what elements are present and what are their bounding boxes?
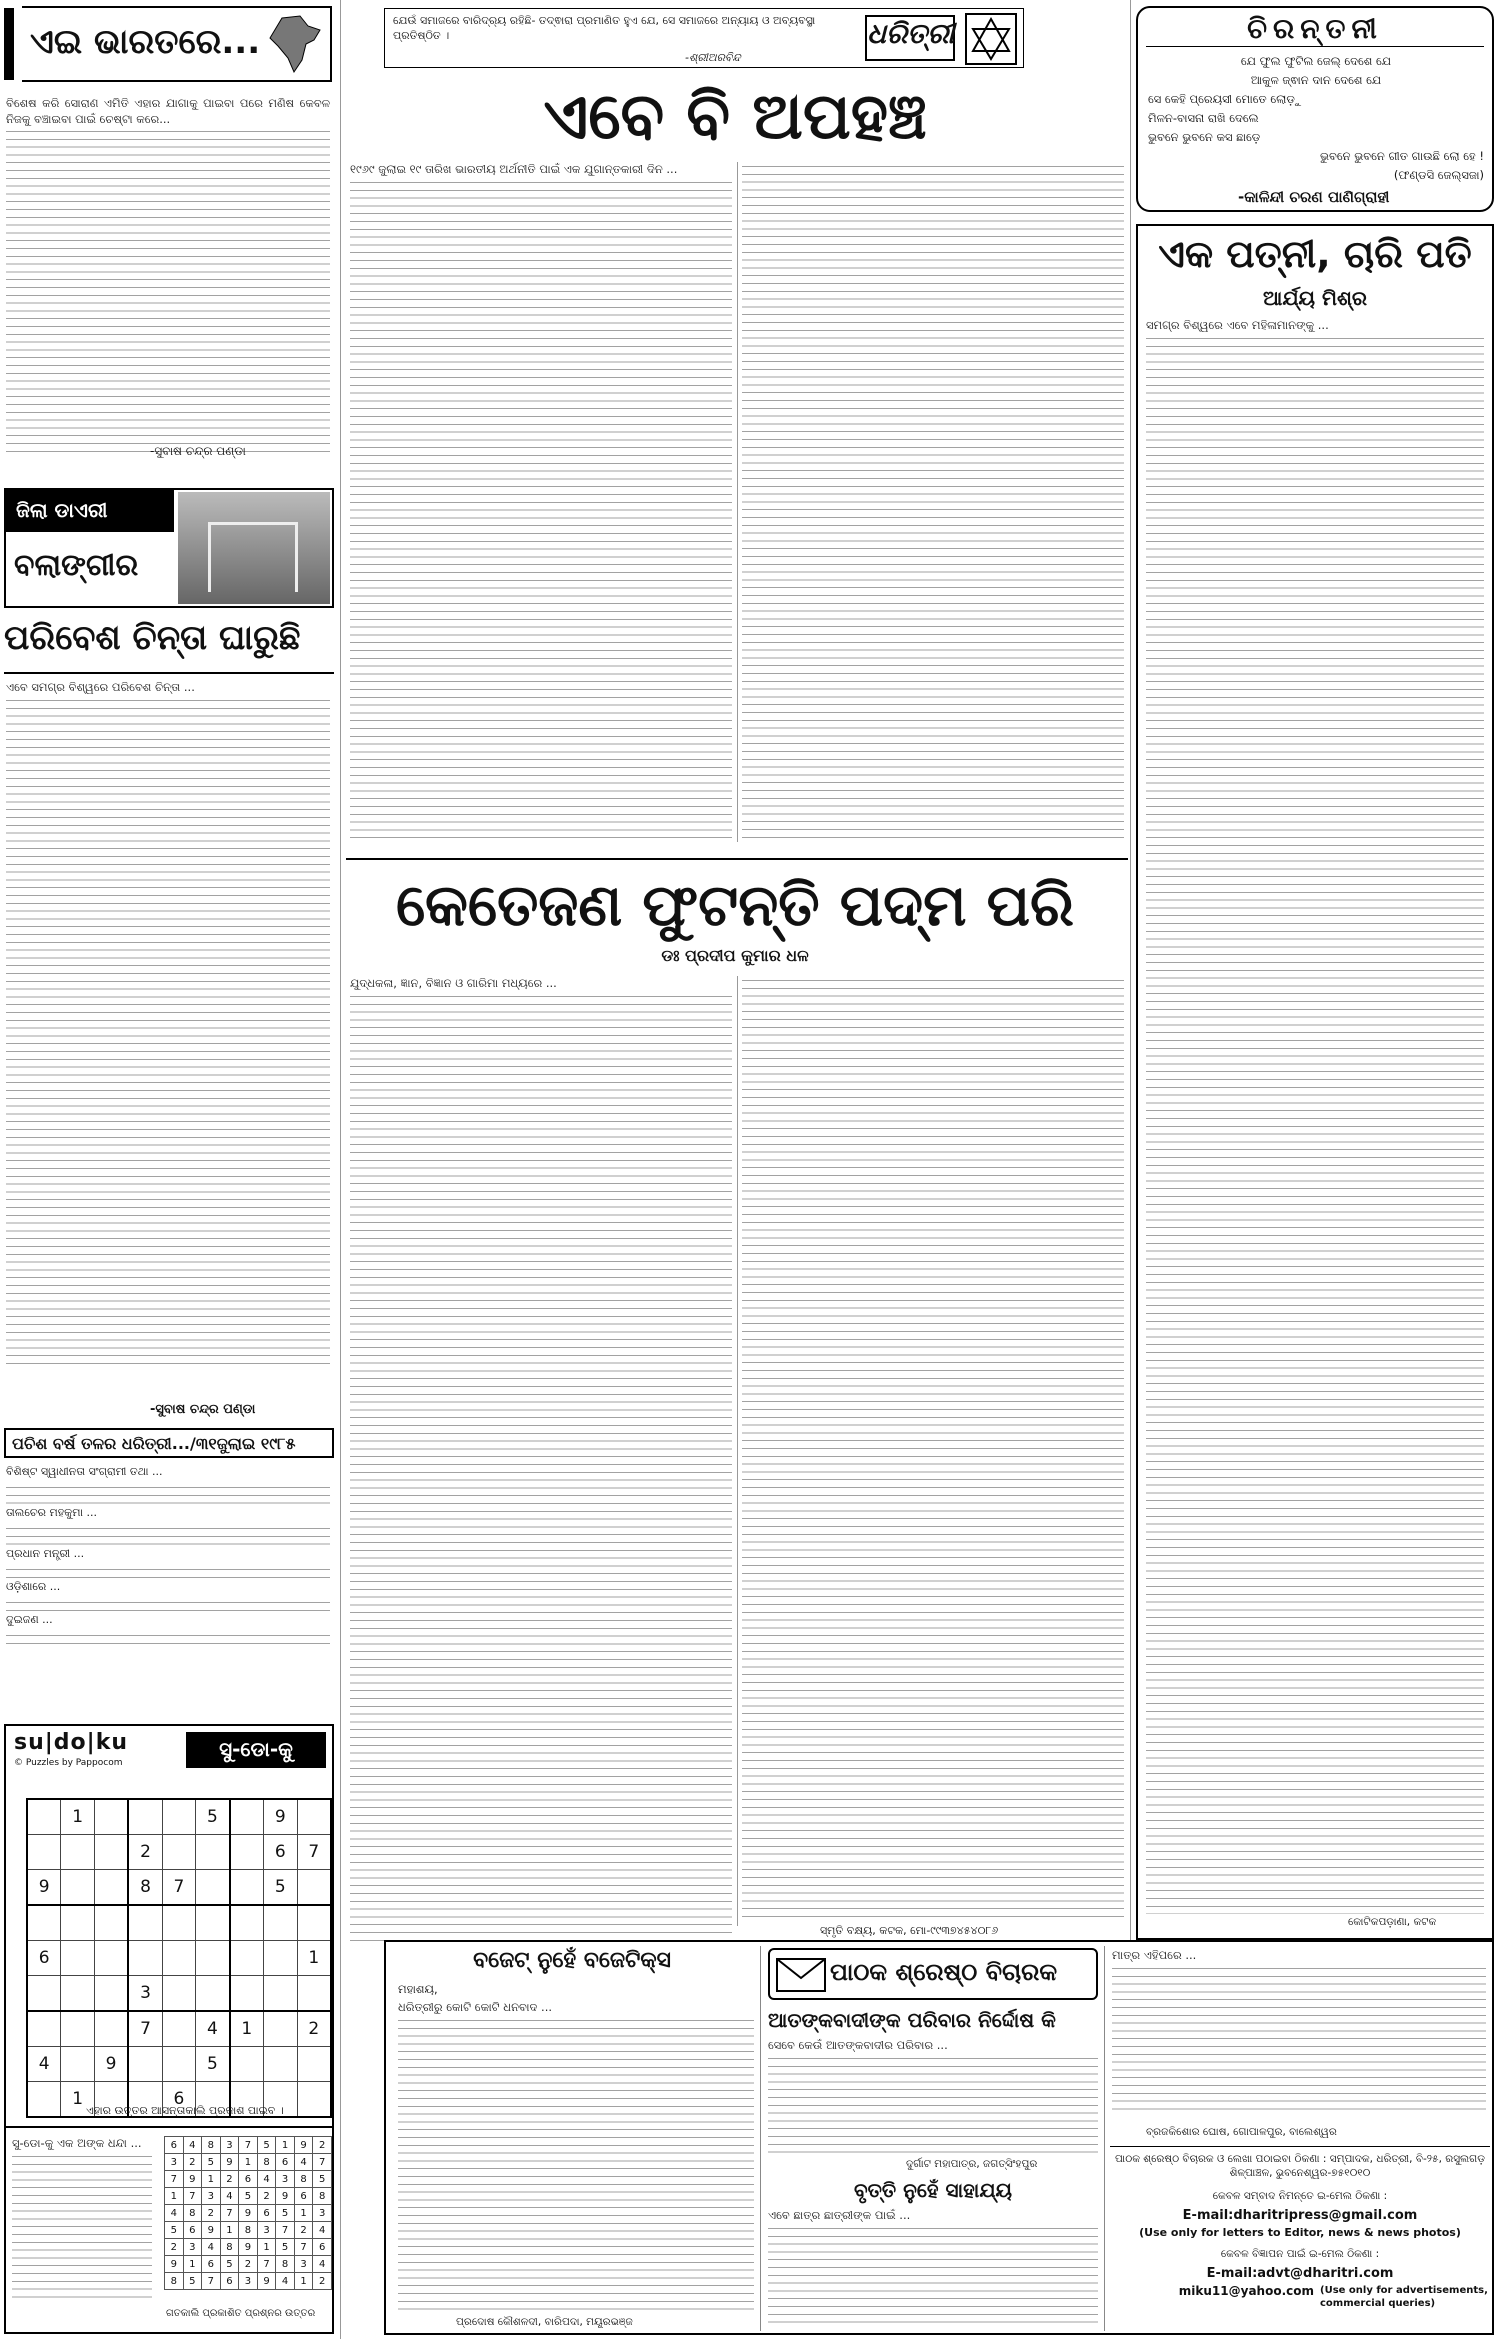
grid-cell[interactable] [196,1870,230,1906]
grid-cell[interactable] [61,1941,94,1976]
grid-cell: 1 [220,2222,239,2239]
grid-cell[interactable] [162,1799,195,1835]
lead-text-lines [6,127,330,457]
grid-cell: 4 [202,2239,221,2256]
grid-cell[interactable] [61,2047,94,2082]
grid-cell: 7 [276,2222,295,2239]
grid-cell[interactable] [162,1976,195,2012]
grid-cell: 1 [202,2171,221,2188]
grid-row [165,2222,332,2239]
essay-headline: ଏକ ପତ୍ନୀ, ଚାରି ପତି [1158,232,1472,276]
grid-cell: 9 [183,2171,202,2188]
editorial-lines [742,162,1124,838]
letters-mid-text2: ଏବେ ଛାତ୍ର ଛାତ୍ରୀଙ୍କ ପାଇଁ ... [768,2208,911,2222]
email-editorial-note: (Use only for letters to Editor, news & news photos) [1139,2226,1461,2239]
grid-cell: 5 [196,2047,230,2082]
poem [1148,52,1484,185]
grid-cell[interactable] [196,1976,230,2012]
grid-row [165,2137,332,2154]
grid-cell: 3 [313,2205,332,2222]
header-bar [4,8,14,80]
grid-cell[interactable] [230,1941,264,1976]
grid-cell: 7 [183,2188,202,2205]
grid-cell: 8 [239,2222,258,2239]
grid-row [165,2171,332,2188]
grid-cell: 1 [294,2205,313,2222]
grid-cell[interactable] [94,1976,128,2012]
history-lines [6,1483,330,1505]
poem-line: ଯେ ଫୁଲ ଫୁଟିଲ ଜେଲ୍ ଦେଶେ ଯେ [1240,54,1392,68]
grid-cell: 6 [264,1835,297,1870]
letters-divider [1104,1946,1105,2331]
history-item: ଦୁଇଜଣ ... [6,1613,53,1626]
history-lines [6,1565,330,1579]
grid-row [27,1976,331,2012]
grid-cell: 1 [297,1941,331,1976]
grid-cell: 4 [294,2154,313,2171]
grid-cell: 5 [239,2188,258,2205]
grid-cell: 5 [196,1799,230,1835]
email-ads-note: (Use only for advertisements, commercial queries) [1320,2285,1488,2309]
grid-cell[interactable] [94,1799,128,1835]
sudoku-grid [26,1798,332,2118]
editorial-col-2 [742,162,1124,838]
grid-cell: 8 [220,2239,239,2256]
grid-cell: 9 [239,2239,258,2256]
sudoku-answer-note: ଏହାର ଉତ୍ତର ଆସନ୍ତାକାଲି ପ୍ରକାଶ ପାଇବ । [86,2104,284,2117]
grid-row [27,1941,331,1976]
grid-cell: 9 [276,2188,295,2205]
grid-cell[interactable] [196,1835,230,1870]
letters-mid-text: ସେବେ କେଉଁ ଆତଙ୍କବାଦୀର ପରିବାର ... [768,2038,948,2052]
letters-mid-signature: ଦୁର୍ଗାଟ ମହାପାତ୍ର, ଜଗତ୍‌ସିଂହପୁର [906,2158,1038,2170]
grid-cell: 5 [257,2137,276,2154]
poet: -କାଳିନ୍ଦୀ ଚରଣ ପାଣିଗ୍ରାହୀ [1238,188,1390,206]
letters-mid-lines2 [768,2224,1098,2324]
history-lines [6,1631,330,1645]
letters-right-text: ମାତ୍ର ଏହିପରେ ... [1112,1948,1197,1962]
grid-row [165,2273,332,2290]
grid-cell[interactable] [128,1941,162,1976]
history-item: ତାଲଚେର ମହକୁମା ... [6,1506,97,1519]
grid-cell[interactable] [61,1976,94,2012]
email-ads[interactable]: E-mail:advt@dharitri.com [1206,2266,1394,2281]
grid-cell[interactable] [196,1941,230,1976]
grid-cell: 8 [313,2188,332,2205]
grid-cell: 4 [257,2171,276,2188]
grid-cell: 8 [183,2205,202,2222]
grid-cell: 2 [183,2154,202,2171]
env-text-block [6,680,330,1366]
grid-cell: 2 [297,2011,331,2047]
article-top-rule [346,858,1128,860]
right-divider [1130,0,1131,1940]
grid-cell: 1 [230,2011,264,2047]
essay-text: ସମଗ୍ର ବିଶ୍ୱରେ ଏବେ ମହିଳାମାନଙ୍କୁ ... [1146,318,1329,332]
history-lines [6,1598,330,1612]
grid-cell: 1 [165,2188,184,2205]
poem-line: ଭୁବନେ ଭୁବନେ ଗୀତ ଗାଉଛି ଲୋ ହେ ! [1319,149,1484,163]
grid-cell[interactable] [27,1799,61,1835]
grid-cell: 4 [27,2047,61,2082]
grid-cell: 6 [294,2188,313,2205]
column-divider [340,0,341,2339]
letters-left-title: ବଜେଟ୍ ନୁହେଁ ବଜେଟିକ୍ସ [473,1948,671,1973]
address: ପାଠକ ଶ୍ରେଷ୍ଠ ବିଚାରକ ଓ ଲେଖା ପଠାଇବା ଠିକଣା : ସମ୍ପାଦକ, ଧରିତ୍ରୀ, ବି-୨୫, ରସୁଲଗଡ଼ ଶିଳ୍ପାଞ୍ଚଳ, ଭୁବନେଶ୍ୱର-୭୫୧୦୧୦ [1114,2153,1486,2179]
sudoku-rules-block [12,2136,152,2302]
grid-cell: 9 [239,2205,258,2222]
lead-text-block [6,96,330,457]
grid-cell: 4 [220,2188,239,2205]
env-byline: -ସୁବାଷ ଚନ୍ଦ୍ର ପଣ୍ଡା [150,1402,256,1417]
grid-row [27,1870,331,1906]
grid-cell[interactable] [61,1905,94,1941]
grid-cell[interactable] [230,1870,264,1906]
grid-cell: 6 [257,2205,276,2222]
grid-cell: 7 [128,2011,162,2047]
district-photo [178,492,330,604]
paper-logo: ଧରିତ୍ରୀ [865,15,955,61]
article-lines [742,976,1124,1920]
grid-cell: 4 [276,2273,295,2290]
grid-cell: 1 [276,2137,295,2154]
history-title: ପଚିଶ ବର୍ଷ ତଳର ଧରିତ୍ରୀ.../୩୧ଜୁଲାଇ ୧୯୮୫ [4,1428,334,1458]
grid-cell: 2 [165,2239,184,2256]
district-diary-box [4,488,334,608]
grid-cell: 7 [313,2154,332,2171]
article-text: ଯୁଦ୍ଧକଳା, ଜ୍ଞାନ, ବିଜ୍ଞାନ ଓ ଗାରିମା ମଧ୍ୟରେ ... [350,976,557,990]
grid-cell: 7 [297,1835,331,1870]
editorial-lines [350,178,732,838]
grid-cell[interactable] [230,1905,264,1941]
letters-mid-lines [768,2054,1098,2154]
district-name: ବଲାଙ୍ଗୀର [14,548,139,583]
grid-cell: 8 [202,2137,221,2154]
masthead-quote: ଯେଉଁ ସମାଜରେ ବାରିଦ୍ର୍ୟ ରହିଛି- ତଦ୍ଵାରା ପ୍ରମାଣିତ ହୁଏ ଯେ, ସେ ସମାଜରେ ଅନ୍ୟାୟ ଓ ଅବ୍ୟବସ୍ଥା ପ୍ରତିଷ୍ଠିତ । [393,14,816,42]
grid-cell: 3 [183,2239,202,2256]
grid-cell: 2 [294,2222,313,2239]
grid-cell[interactable] [264,2047,297,2082]
grid-cell[interactable] [27,2011,61,2047]
grid-cell[interactable] [94,1941,128,1976]
grid-cell[interactable] [27,1976,61,2012]
chirantani-title: ଚିରନ୍ତନୀ [1247,12,1383,45]
sudoku-box [4,1724,334,2334]
grid-cell: 9 [94,2047,128,2082]
letters-left-signature: ପ୍ରଦୋଷ କୌଶଳଦୀ, ବାରିପଦା, ମୟୂରଭଞ୍ଜ [456,2316,633,2328]
sudoku-logo: su|do|ku [14,1730,128,1755]
grid-cell[interactable] [162,1941,195,1976]
sudoku-rules: ସୁ-ଡୋ-କୁ ଏକ ଅଙ୍କ ଧନ୍ଦା ... [12,2136,142,2150]
quote-author: -ଶ୍ରୀଅରବିନ୍ଦ [685,51,741,64]
grid-row [27,1835,331,1870]
grid-cell[interactable] [297,1870,331,1906]
ad-email-label: କେବଳ ବିଜ୍ଞାପନ ପାଇଁ ଇ-ମେଲ ଠିକଣା : [1220,2248,1380,2260]
envelope-icon [776,1958,826,1992]
essay-byline: ଆର୍ଯ୍ୟ ମିଶ୍ର [1263,286,1367,310]
letters-right-signature: ବ୍ରଜକିଶୋର ଘୋଷ, ଗୋପାଳପୁର, ବାଲେଶ୍ୱର [1146,2126,1337,2138]
grid-cell: 9 [264,1799,297,1835]
grid-cell[interactable] [27,1835,61,1870]
history-list [6,1464,330,1645]
grid-cell[interactable] [94,1905,128,1941]
grid-cell: 4 [313,2222,332,2239]
address-rule [1110,2146,1490,2147]
history-lines [6,1524,330,1546]
grid-row [165,2188,332,2205]
grid-cell: 2 [239,2256,258,2273]
email-editorial[interactable]: E-mail:dharitripress@gmail.com [1182,2208,1418,2223]
grid-cell: 9 [257,2273,276,2290]
section-header-box [0,0,333,90]
grid-cell[interactable] [128,1905,162,1941]
star-emblem-icon [965,13,1017,65]
grid-cell: 3 [276,2171,295,2188]
letters-right-body [1112,1948,1486,2114]
grid-cell: 5 [202,2154,221,2171]
india-map-icon [262,12,326,76]
grid-cell[interactable] [297,2082,331,2118]
grid-cell: 5 [264,1870,297,1906]
grid-cell[interactable] [230,1799,264,1835]
grid-cell: 2 [220,2171,239,2188]
grid-cell[interactable] [230,1976,264,2012]
history-item: ବିଶିଷ୍ଟ ସ୍ୱାଧୀନତା ସଂଗ୍ରାମୀ ତଥା ... [6,1465,163,1478]
editorial-divider [737,162,738,842]
grid-cell: 6 [202,2256,221,2273]
grid-cell: 6 [220,2273,239,2290]
essay-lines [1146,334,1484,1914]
letters-mid-body [768,2038,1098,2154]
sudoku-rule [6,2126,332,2128]
article-col-2 [742,976,1124,1920]
essay-box [1136,224,1494,1940]
grid-cell: 7 [294,2239,313,2256]
section-title-frame [22,6,332,82]
grid-cell: 7 [220,2205,239,2222]
grid-cell: 8 [276,2256,295,2273]
poem-line: ଭୁବନେ ଭୁବନେ କସ ଛାଡ଼େ [1148,130,1261,144]
grid-cell: 6 [162,2082,195,2118]
grid-cell: 3 [294,2256,313,2273]
article-byline: ଡଃ ପ୍ରଦୀପ କୁମାର ଧଳ [661,946,809,965]
env-text: ଏବେ ସମଗ୍ର ବିଶ୍ୱରେ ପରିବେଶ ଚିନ୍ତା ... [6,680,195,694]
grid-cell: 7 [162,1870,195,1906]
grid-cell: 2 [128,1835,162,1870]
editorial-col-1 [350,162,732,838]
grid-cell: 3 [128,1976,162,2012]
grid-cell: 1 [183,2256,202,2273]
grid-cell: 1 [257,2239,276,2256]
quote-box [384,8,1024,68]
grid-cell: 8 [128,1870,162,1906]
grid-cell[interactable] [94,1870,128,1906]
grid-row [27,1905,331,1941]
essay-body [1146,318,1484,1914]
editorial-text: ୧୯୬୯ ଜୁଲାଇ ୧୯ ତାରିଖ ଭାରତୀୟ ଅର୍ଥନୀତି ପାଇଁ ଏକ ଯୁଗାନ୍ତକାରୀ ଦିନ ... [350,162,678,176]
grid-cell: 1 [61,2082,94,2118]
grid-row [165,2239,332,2256]
grid-cell[interactable] [162,1905,195,1941]
grid-cell: 7 [257,2256,276,2273]
grid-cell[interactable] [27,1905,61,1941]
grid-row [27,2011,331,2047]
email-label: କେବଳ ସମ୍ବାଦ ନିମନ୍ତେ ଇ-ମେଲ ଠିକଣା : [1212,2190,1388,2202]
letters-divider [760,1946,761,2331]
grid-cell: 5 [313,2171,332,2188]
grid-cell[interactable] [297,2047,331,2082]
grid-cell: 9 [27,1870,61,1906]
reader-banner [768,1948,1098,2000]
grid-cell[interactable] [94,2011,128,2047]
letters-right-lines [1112,1964,1486,2114]
grid-cell: 8 [257,2154,276,2171]
grid-cell: 4 [313,2256,332,2273]
grid-cell: 5 [183,2273,202,2290]
grid-cell[interactable] [61,1870,94,1906]
grid-cell[interactable] [196,1905,230,1941]
district-label: ଜିଲା ଡାଏରୀ [6,490,174,532]
poem-line: (ଫଣ୍ଡସି ଜେଲ୍‌ସଜା) [1393,168,1484,182]
grid-cell[interactable] [162,1835,195,1870]
grid-cell: 6 [276,2154,295,2171]
grid-row [165,2256,332,2273]
grid-cell: 3 [220,2137,239,2154]
grid-row [165,2205,332,2222]
grid-cell: 9 [294,2137,313,2154]
letters-mid-title: ଆତଙ୍କବାଦୀଙ୍କ ପରିବାର ନିର୍ଦ୍ଦୋଷ କି [768,2008,1056,2032]
letters-mid-title2: ବୃତ୍ତି ନୁହେଁ ସାହାଯ୍ୟ [853,2178,1013,2202]
grid-cell: 4 [196,2011,230,2047]
grid-cell: 4 [165,2205,184,2222]
section-title: ଏଇ ଭାରତରେ... [30,22,261,62]
lead-byline: -ସୁବାଷ ଚନ୍ଦ୍ର ପଣ୍ଡା [150,444,246,458]
letters-left-lines [398,2016,754,2312]
article-headline: କେତେଜଣ ଫୁଟନ୍ତି ପଦ୍ମ ପରି [395,871,1075,939]
grid-cell[interactable] [162,2011,195,2047]
grid-cell: 1 [294,2273,313,2290]
grid-row [27,2047,331,2082]
grid-cell[interactable] [94,1835,128,1870]
grid-cell[interactable] [264,1941,297,1976]
grid-cell[interactable] [128,1799,162,1835]
poem-line: ସେ କେହି ପ୍ରେୟସୀ ମୋତେ ଲୋଡ଼ୁ [1148,92,1302,106]
email-ads-alt[interactable]: miku11@yahoo.com [1178,2284,1314,2298]
poem-line: ମିଳନ-ବାସନା ରାଖି ଦେଲେ [1148,111,1259,125]
grid-cell: 7 [239,2137,258,2154]
grid-cell: 6 [165,2137,184,2154]
grid-cell: 6 [183,2222,202,2239]
grid-cell: 3 [239,2273,258,2290]
grid-cell[interactable] [61,2011,94,2047]
chirantani-rule [1146,46,1484,47]
env-text-lines [6,696,330,1366]
grid-cell: 3 [257,2222,276,2239]
grid-cell: 6 [27,1941,61,1976]
grid-cell: 7 [165,2171,184,2188]
grid-cell[interactable] [230,2047,264,2082]
temple-shape [208,522,298,592]
grid-cell: 3 [202,2188,221,2205]
lead-text: ବିଶେଷ କରି ସୋରାଣ ଏମିତି ଏହାର ଯାଗାକୁ ପାଇବା ପରେ ମଣିଷ କେବଳ ନିଜକୁ ବଞ୍ଚାଇବା ପାଇଁ ଚେଷ୍ଟା କରେ... [6,96,330,126]
grid-cell: 9 [202,2222,221,2239]
sudoku-credit: © Puzzles by Pappocom [14,1758,123,1768]
grid-cell: 3 [165,2154,184,2171]
env-heading: ପରିବେଶ ଚିନ୍ତା ଘାରୁଛି [4,618,301,658]
grid-cell[interactable] [162,2047,195,2082]
grid-cell[interactable] [61,1835,94,1870]
letters-left-body [398,2000,754,2312]
env-rule [4,672,334,674]
history-item: ଓଡ଼ିଶାରେ ... [6,1580,61,1593]
grid-cell: 5 [276,2205,295,2222]
sudoku-title: ସୁ-ଡୋ-କୁ [186,1732,326,1768]
grid-cell[interactable] [264,1905,297,1941]
article-footer: ସ୍ମୃତି ବକ୍ଷ୍ୟ, କଟକ, ମୋ-୯୯୩୭୪୫୪୦୮୬ [820,1924,999,1937]
grid-cell: 2 [313,2273,332,2290]
grid-cell: 5 [220,2256,239,2273]
sudoku-rules-lines [12,2152,152,2302]
grid-cell[interactable] [27,2082,61,2118]
article-col-1 [350,976,732,1942]
grid-cell: 2 [202,2205,221,2222]
grid-cell: 8 [165,2273,184,2290]
reader-banner-title: ପାଠକ ଶ୍ରେଷ୍ଠ ବିଚାରକ [830,1958,1058,1986]
essay-footer: କୋଟିକପଡ଼ାଣା, କଟକ [1348,1916,1437,1928]
letters-salutation: ମହାଶୟ, [398,1982,438,1996]
poem-line: ଆକୁଳ ଜ୍ଵାନ ଦାନ ଦେଶେ ଯେ [1250,73,1382,87]
grid-cell: 2 [257,2188,276,2205]
letters-box [384,1940,1494,2335]
grid-cell[interactable] [264,1976,297,2012]
grid-cell[interactable] [264,2011,297,2047]
grid-cell: 6 [239,2171,258,2188]
grid-cell: 9 [220,2154,239,2171]
article-lines [350,992,732,1942]
grid-cell: 8 [294,2171,313,2188]
grid-row [165,2154,332,2171]
chirantani-box [1136,6,1494,212]
solution-caption: ଗତକାଲି ପ୍ରକାଶିତ ପ୍ରଶ୍ନର ଉତ୍ତର [166,2308,316,2319]
article-divider [737,976,738,1926]
grid-cell[interactable] [128,2047,162,2082]
grid-cell: 2 [313,2137,332,2154]
editorial-headline: ଏବେ ବି ଅପହଞ୍ଚ [543,80,927,154]
grid-cell: 1 [61,1799,94,1835]
history-item: ପ୍ରଧାନ ମନ୍ତ୍ରୀ ... [6,1547,85,1560]
grid-row [27,1799,331,1835]
grid-cell: 5 [276,2239,295,2256]
grid-cell: 4 [183,2137,202,2154]
grid-cell: 7 [202,2273,221,2290]
grid-cell: 5 [165,2222,184,2239]
grid-cell: 9 [165,2256,184,2273]
letters-mid-body2 [768,2208,1098,2324]
grid-cell: 6 [313,2239,332,2256]
grid-cell[interactable] [297,1905,331,1941]
grid-cell[interactable] [297,1799,331,1835]
grid-cell[interactable] [230,1835,264,1870]
grid-cell: 1 [239,2154,258,2171]
letters-left-text: ଧରିତ୍ରୀରୁ କୋଟି କୋଟି ଧନବାଦ ... [398,2000,553,2014]
grid-cell[interactable] [297,1976,331,2012]
sudoku-solution [164,2136,332,2290]
